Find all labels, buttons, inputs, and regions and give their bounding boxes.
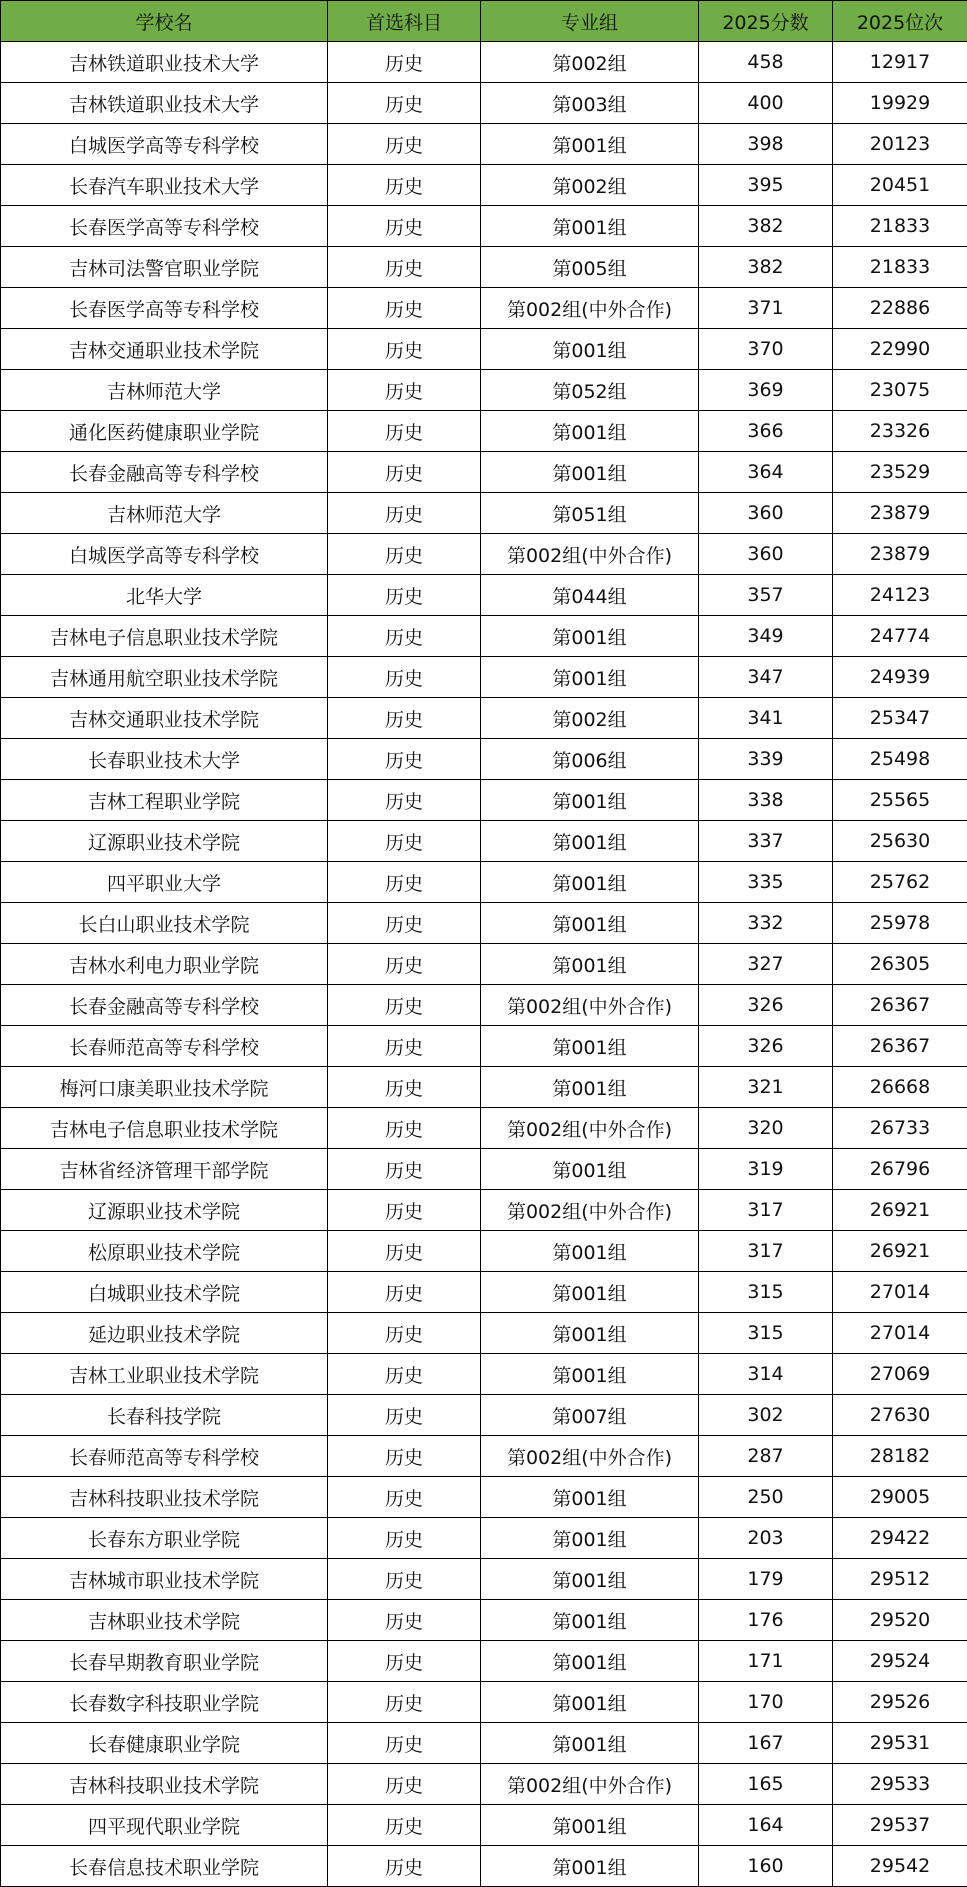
cell-school-name: 长白山职业技术学院: [1, 903, 328, 944]
table-row: [1, 206, 967, 247]
cell-school-name: 长春健康职业学院: [1, 1723, 328, 1764]
cell-subject: 历史: [328, 247, 481, 288]
cell-score: 317: [699, 1231, 833, 1272]
header-subject: 首选科目: [328, 1, 481, 42]
cell-subject: 历史: [328, 370, 481, 411]
cell-subject: 历史: [328, 42, 481, 83]
cell-rank: 20451: [833, 165, 967, 206]
table-row: [1, 985, 967, 1026]
cell-score: 314: [699, 1354, 833, 1395]
cell-rank: 12917: [833, 42, 967, 83]
cell-rank: 19929: [833, 83, 967, 124]
cell-major-group: 第001组: [481, 1272, 699, 1313]
cell-school-name: 吉林水利电力职业学院: [1, 944, 328, 985]
cell-subject: 历史: [328, 83, 481, 124]
cell-school-name: 长春师范高等专科学校: [1, 1026, 328, 1067]
cell-score: 366: [699, 411, 833, 452]
cell-rank: 26367: [833, 1026, 967, 1067]
cell-subject: 历史: [328, 329, 481, 370]
cell-rank: 27069: [833, 1354, 967, 1395]
cell-school-name: 辽源职业技术学院: [1, 1190, 328, 1231]
table-header: [1, 1, 967, 42]
cell-rank: 29512: [833, 1559, 967, 1600]
cell-school-name: 吉林科技职业技术学院: [1, 1477, 328, 1518]
cell-subject: 历史: [328, 575, 481, 616]
table-row: [1, 575, 967, 616]
cell-subject: 历史: [328, 534, 481, 575]
cell-rank: 26921: [833, 1231, 967, 1272]
table-row: [1, 1846, 967, 1887]
cell-subject: 历史: [328, 452, 481, 493]
cell-major-group: 第001组: [481, 452, 699, 493]
cell-subject: 历史: [328, 657, 481, 698]
table-row: [1, 1354, 967, 1395]
cell-major-group: 第001组: [481, 616, 699, 657]
cell-major-group: 第001组: [481, 657, 699, 698]
cell-rank: 24774: [833, 616, 967, 657]
cell-subject: 历史: [328, 1805, 481, 1846]
cell-major-group: 第002组: [481, 698, 699, 739]
cell-score: 349: [699, 616, 833, 657]
cell-rank: 26367: [833, 985, 967, 1026]
cell-rank: 26668: [833, 1067, 967, 1108]
cell-score: 287: [699, 1436, 833, 1477]
cell-subject: 历史: [328, 739, 481, 780]
cell-score: 335: [699, 862, 833, 903]
cell-school-name: 延边职业技术学院: [1, 1313, 328, 1354]
cell-school-name: 吉林师范大学: [1, 370, 328, 411]
cell-major-group: 第002组(中外合作): [481, 1436, 699, 1477]
cell-rank: 23529: [833, 452, 967, 493]
cell-rank: 27014: [833, 1313, 967, 1354]
cell-subject: 历史: [328, 1026, 481, 1067]
cell-rank: 24939: [833, 657, 967, 698]
cell-major-group: 第001组: [481, 1846, 699, 1887]
table-row: [1, 1313, 967, 1354]
cell-score: 167: [699, 1723, 833, 1764]
cell-school-name: 吉林工业职业技术学院: [1, 1354, 328, 1395]
cell-subject: 历史: [328, 1600, 481, 1641]
header-major-group: 专业组: [481, 1, 699, 42]
cell-major-group: 第001组: [481, 1149, 699, 1190]
cell-subject: 历史: [328, 206, 481, 247]
cell-rank: 23879: [833, 534, 967, 575]
cell-score: 339: [699, 739, 833, 780]
cell-major-group: 第001组: [481, 903, 699, 944]
header-row: [1, 1, 967, 42]
cell-major-group: 第007组: [481, 1395, 699, 1436]
cell-major-group: 第051组: [481, 493, 699, 534]
cell-school-name: 白城医学高等专科学校: [1, 124, 328, 165]
cell-rank: 29542: [833, 1846, 967, 1887]
cell-major-group: 第005组: [481, 247, 699, 288]
cell-major-group: 第001组: [481, 411, 699, 452]
cell-school-name: 通化医药健康职业学院: [1, 411, 328, 452]
table-row: [1, 1600, 967, 1641]
cell-major-group: 第001组: [481, 1231, 699, 1272]
cell-rank: 26305: [833, 944, 967, 985]
table-row: [1, 616, 967, 657]
cell-score: 321: [699, 1067, 833, 1108]
cell-subject: 历史: [328, 1641, 481, 1682]
table-row: [1, 903, 967, 944]
cell-score: 171: [699, 1641, 833, 1682]
cell-rank: 29005: [833, 1477, 967, 1518]
cell-major-group: 第002组: [481, 42, 699, 83]
cell-subject: 历史: [328, 1436, 481, 1477]
table-row: [1, 1682, 967, 1723]
cell-rank: 29533: [833, 1764, 967, 1805]
cell-rank: 23879: [833, 493, 967, 534]
cell-score: 369: [699, 370, 833, 411]
cell-rank: 29531: [833, 1723, 967, 1764]
cell-subject: 历史: [328, 1231, 481, 1272]
cell-major-group: 第001组: [481, 329, 699, 370]
cell-score: 170: [699, 1682, 833, 1723]
cell-major-group: 第002组(中外合作): [481, 288, 699, 329]
cell-score: 302: [699, 1395, 833, 1436]
cell-score: 320: [699, 1108, 833, 1149]
cell-subject: 历史: [328, 411, 481, 452]
cell-subject: 历史: [328, 1395, 481, 1436]
cell-subject: 历史: [328, 698, 481, 739]
cell-subject: 历史: [328, 1190, 481, 1231]
table-row: [1, 83, 967, 124]
cell-score: 382: [699, 206, 833, 247]
cell-score: 160: [699, 1846, 833, 1887]
cell-subject: 历史: [328, 944, 481, 985]
cell-school-name: 吉林城市职业技术学院: [1, 1559, 328, 1600]
table-row: [1, 1805, 967, 1846]
cell-rank: 20123: [833, 124, 967, 165]
cell-score: 370: [699, 329, 833, 370]
table-row: [1, 329, 967, 370]
cell-rank: 22886: [833, 288, 967, 329]
cell-subject: 历史: [328, 124, 481, 165]
table-row: [1, 1518, 967, 1559]
cell-school-name: 吉林交通职业技术学院: [1, 698, 328, 739]
cell-score: 371: [699, 288, 833, 329]
cell-major-group: 第052组: [481, 370, 699, 411]
cell-subject: 历史: [328, 1764, 481, 1805]
cell-rank: 21833: [833, 247, 967, 288]
cell-rank: 29526: [833, 1682, 967, 1723]
cell-school-name: 长春科技学院: [1, 1395, 328, 1436]
table-row: [1, 739, 967, 780]
cell-subject: 历史: [328, 493, 481, 534]
table-row: [1, 657, 967, 698]
cell-subject: 历史: [328, 1682, 481, 1723]
table-row: [1, 411, 967, 452]
table-row: [1, 1559, 967, 1600]
cell-subject: 历史: [328, 1108, 481, 1149]
cell-subject: 历史: [328, 1354, 481, 1395]
cell-school-name: 吉林通用航空职业技术学院: [1, 657, 328, 698]
cell-score: 395: [699, 165, 833, 206]
cell-rank: 25565: [833, 780, 967, 821]
table-row: [1, 862, 967, 903]
cell-score: 176: [699, 1600, 833, 1641]
cell-score: 164: [699, 1805, 833, 1846]
cell-score: 179: [699, 1559, 833, 1600]
cell-school-name: 长春职业技术大学: [1, 739, 328, 780]
cell-score: 347: [699, 657, 833, 698]
cell-rank: 21833: [833, 206, 967, 247]
cell-school-name: 长春信息技术职业学院: [1, 1846, 328, 1887]
cell-school-name: 长春东方职业学院: [1, 1518, 328, 1559]
cell-school-name: 四平职业大学: [1, 862, 328, 903]
cell-score: 250: [699, 1477, 833, 1518]
table-row: [1, 247, 967, 288]
cell-score: 315: [699, 1272, 833, 1313]
cell-major-group: 第002组(中外合作): [481, 985, 699, 1026]
cell-major-group: 第001组: [481, 1477, 699, 1518]
table-body: [1, 42, 967, 1887]
cell-subject: 历史: [328, 288, 481, 329]
cell-subject: 历史: [328, 780, 481, 821]
cell-major-group: 第001组: [481, 1641, 699, 1682]
cell-major-group: 第001组: [481, 821, 699, 862]
cell-major-group: 第003组: [481, 83, 699, 124]
table-row: [1, 944, 967, 985]
cell-major-group: 第001组: [481, 944, 699, 985]
cell-major-group: 第001组: [481, 124, 699, 165]
cell-school-name: 吉林电子信息职业技术学院: [1, 616, 328, 657]
cell-school-name: 吉林科技职业技术学院: [1, 1764, 328, 1805]
cell-school-name: 北华大学: [1, 575, 328, 616]
table-row: [1, 452, 967, 493]
cell-rank: 29520: [833, 1600, 967, 1641]
cell-school-name: 吉林工程职业学院: [1, 780, 328, 821]
cell-score: 341: [699, 698, 833, 739]
cell-subject: 历史: [328, 616, 481, 657]
cell-major-group: 第001组: [481, 1682, 699, 1723]
cell-school-name: 梅河口康美职业技术学院: [1, 1067, 328, 1108]
cell-school-name: 长春医学高等专科学校: [1, 288, 328, 329]
cell-rank: 28182: [833, 1436, 967, 1477]
table-row: [1, 493, 967, 534]
cell-school-name: 吉林省经济管理干部学院: [1, 1149, 328, 1190]
cell-major-group: 第001组: [481, 1026, 699, 1067]
cell-score: 382: [699, 247, 833, 288]
cell-major-group: 第002组: [481, 165, 699, 206]
table-row: [1, 1026, 967, 1067]
cell-rank: 29422: [833, 1518, 967, 1559]
cell-score: 326: [699, 985, 833, 1026]
cell-score: 327: [699, 944, 833, 985]
cell-score: 360: [699, 493, 833, 534]
cell-score: 326: [699, 1026, 833, 1067]
cell-score: 332: [699, 903, 833, 944]
table-row: [1, 821, 967, 862]
cell-score: 338: [699, 780, 833, 821]
cell-subject: 历史: [328, 1559, 481, 1600]
cell-school-name: 长春师范高等专科学校: [1, 1436, 328, 1477]
cell-subject: 历史: [328, 1723, 481, 1764]
cell-major-group: 第002组(中外合作): [481, 1190, 699, 1231]
cell-score: 165: [699, 1764, 833, 1805]
cell-school-name: 吉林电子信息职业技术学院: [1, 1108, 328, 1149]
cell-school-name: 吉林铁道职业技术大学: [1, 42, 328, 83]
cell-subject: 历史: [328, 985, 481, 1026]
cell-major-group: 第001组: [481, 1313, 699, 1354]
cell-major-group: 第044组: [481, 575, 699, 616]
table-row: [1, 1395, 967, 1436]
cell-subject: 历史: [328, 903, 481, 944]
cell-subject: 历史: [328, 1149, 481, 1190]
cell-school-name: 白城医学高等专科学校: [1, 534, 328, 575]
cell-score: 337: [699, 821, 833, 862]
cell-subject: 历史: [328, 1846, 481, 1887]
table-row: [1, 1723, 967, 1764]
cell-major-group: 第001组: [481, 1805, 699, 1846]
cell-rank: 25762: [833, 862, 967, 903]
cell-school-name: 长春汽车职业技术大学: [1, 165, 328, 206]
cell-subject: 历史: [328, 1067, 481, 1108]
header-rank: 2025位次: [833, 1, 967, 42]
cell-score: 400: [699, 83, 833, 124]
cell-rank: 22990: [833, 329, 967, 370]
cell-major-group: 第002组(中外合作): [481, 1108, 699, 1149]
cell-rank: 26796: [833, 1149, 967, 1190]
cell-subject: 历史: [328, 821, 481, 862]
cell-major-group: 第001组: [481, 1559, 699, 1600]
cell-subject: 历史: [328, 1477, 481, 1518]
table-row: [1, 1641, 967, 1682]
cell-school-name: 白城职业技术学院: [1, 1272, 328, 1313]
cell-major-group: 第001组: [481, 780, 699, 821]
table-row: [1, 780, 967, 821]
cell-rank: 25498: [833, 739, 967, 780]
cell-school-name: 吉林职业技术学院: [1, 1600, 328, 1641]
cell-subject: 历史: [328, 165, 481, 206]
cell-school-name: 吉林铁道职业技术大学: [1, 83, 328, 124]
cell-rank: 23326: [833, 411, 967, 452]
table-row: [1, 124, 967, 165]
cell-school-name: 吉林司法警官职业学院: [1, 247, 328, 288]
cell-rank: 29524: [833, 1641, 967, 1682]
cell-major-group: 第001组: [481, 1600, 699, 1641]
cell-rank: 25347: [833, 698, 967, 739]
cell-school-name: 松原职业技术学院: [1, 1231, 328, 1272]
table-row: [1, 698, 967, 739]
cell-score: 319: [699, 1149, 833, 1190]
header-school-name: 学校名: [1, 1, 328, 42]
cell-school-name: 辽源职业技术学院: [1, 821, 328, 862]
table-row: [1, 165, 967, 206]
cell-score: 360: [699, 534, 833, 575]
cell-score: 398: [699, 124, 833, 165]
table-row: [1, 42, 967, 83]
cell-major-group: 第002组(中外合作): [481, 534, 699, 575]
cell-major-group: 第001组: [481, 1354, 699, 1395]
cell-major-group: 第001组: [481, 1067, 699, 1108]
table-row: [1, 370, 967, 411]
table-row: [1, 1190, 967, 1231]
cell-score: 357: [699, 575, 833, 616]
table-row: [1, 1231, 967, 1272]
cell-subject: 历史: [328, 1518, 481, 1559]
table-row: [1, 1067, 967, 1108]
cell-school-name: 长春早期教育职业学院: [1, 1641, 328, 1682]
cell-rank: 25978: [833, 903, 967, 944]
cell-school-name: 长春金融高等专科学校: [1, 452, 328, 493]
cell-school-name: 长春医学高等专科学校: [1, 206, 328, 247]
cell-score: 203: [699, 1518, 833, 1559]
cell-rank: 29537: [833, 1805, 967, 1846]
cell-rank: 26921: [833, 1190, 967, 1231]
cell-major-group: 第006组: [481, 739, 699, 780]
cell-major-group: 第001组: [481, 862, 699, 903]
cell-school-name: 吉林师范大学: [1, 493, 328, 534]
cell-major-group: 第001组: [481, 1723, 699, 1764]
cell-rank: 27014: [833, 1272, 967, 1313]
cell-school-name: 四平现代职业学院: [1, 1805, 328, 1846]
header-score: 2025分数: [699, 1, 833, 42]
cell-rank: 27630: [833, 1395, 967, 1436]
cell-rank: 25630: [833, 821, 967, 862]
cell-rank: 23075: [833, 370, 967, 411]
table-row: [1, 1764, 967, 1805]
cell-major-group: 第002组(中外合作): [481, 1764, 699, 1805]
cell-score: 317: [699, 1190, 833, 1231]
cell-major-group: 第001组: [481, 206, 699, 247]
table-row: [1, 1436, 967, 1477]
cell-subject: 历史: [328, 1313, 481, 1354]
cell-score: 458: [699, 42, 833, 83]
cell-score: 315: [699, 1313, 833, 1354]
cell-subject: 历史: [328, 862, 481, 903]
cell-major-group: 第001组: [481, 1518, 699, 1559]
table-row: [1, 1477, 967, 1518]
table-row: [1, 1272, 967, 1313]
cell-school-name: 长春数字科技职业学院: [1, 1682, 328, 1723]
cell-rank: 24123: [833, 575, 967, 616]
cell-school-name: 吉林交通职业技术学院: [1, 329, 328, 370]
cell-score: 364: [699, 452, 833, 493]
table-row: [1, 534, 967, 575]
cell-rank: 26733: [833, 1108, 967, 1149]
table-row: [1, 1149, 967, 1190]
table-row: [1, 288, 967, 329]
cell-subject: 历史: [328, 1272, 481, 1313]
cell-school-name: 长春金融高等专科学校: [1, 985, 328, 1026]
table-row: [1, 1108, 967, 1149]
